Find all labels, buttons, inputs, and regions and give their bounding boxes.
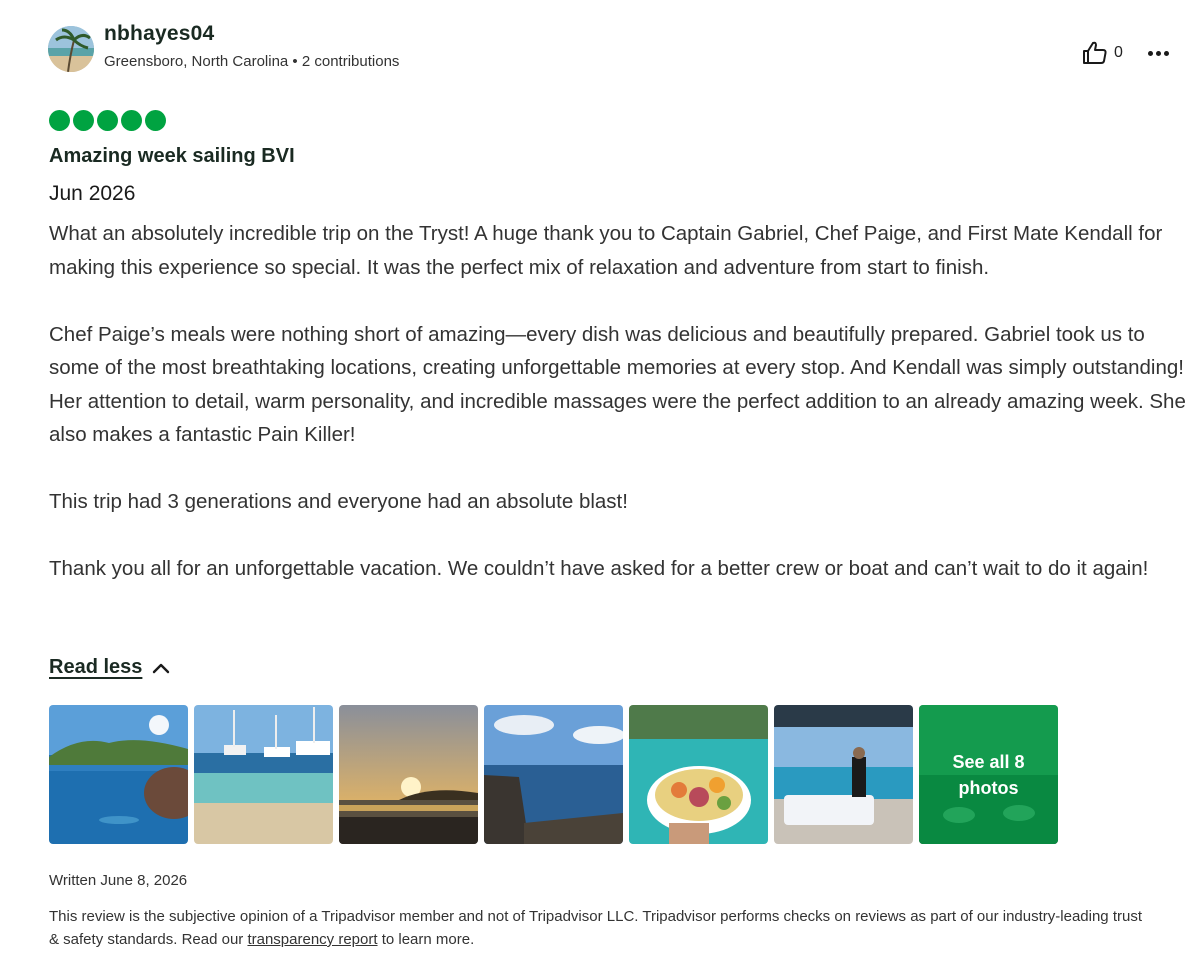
food-bowl-photo[interactable] [629, 705, 768, 844]
written-date: Written June 8, 2026 [49, 872, 188, 889]
visit-date: Jun 2026 [49, 182, 136, 205]
read-less-label: Read less [49, 656, 143, 678]
see-all-photos-label: See all 8 photos [952, 751, 1025, 798]
avatar[interactable] [48, 26, 94, 72]
palm-beach-avatar-icon [48, 26, 94, 72]
more-options-button[interactable] [1144, 42, 1172, 64]
read-less-button[interactable] [49, 656, 170, 679]
author-location: Greensboro, North Carolina [104, 53, 289, 70]
disclaimer-text: This review is the subjective opinion of a Tripadvisor member and not of Tripadvisor LLC. Tripadvisor performs checks on reviews as part of our industry-leading trust & safety standards. Read our [49, 908, 1142, 948]
rating-bubble [121, 110, 142, 131]
island-bay-photo[interactable] [49, 705, 188, 844]
disclaimer-text-end: to learn more. [377, 931, 475, 948]
review-body [49, 217, 1189, 586]
author-meta [104, 53, 399, 70]
more-options-dot [1164, 51, 1169, 56]
photo-strip [49, 705, 1058, 844]
username[interactable]: nbhayes04 [104, 22, 215, 45]
rating-bubbles [49, 110, 166, 131]
thumbs-up-icon [1082, 41, 1108, 65]
review-title: Amazing week sailing BVI [49, 145, 295, 167]
transparency-report-link[interactable]: transparency report [247, 931, 378, 948]
more-options-dot [1156, 51, 1161, 56]
review-paragraph: Thank you all for an unforgettable vacation. We couldn’t have asked for a better crew or boat and can’t wait to do it again! [49, 557, 1149, 580]
author-contributions: 2 contributions [301, 53, 400, 70]
helpful-count: 0 [1114, 44, 1123, 61]
review-paragraph: Chef Paige’s meals were nothing short of amazing—every dish was delicious and beautifully prepared. Gabriel took us to some of the most breathtaking locations, creating unforgettable memories at every stop. And Kendall was simply outstanding! Her attention to detail, warm personality, and incredible massages were the perfect addition to an already amazing week. She also makes a fantastic Pain Killer! [49, 322, 1186, 446]
see-all-overlay [919, 705, 1058, 844]
sunset-photo[interactable] [339, 705, 478, 844]
review-paragraph: This trip had 3 generations and everyone had an absolute blast! [49, 490, 628, 513]
review-disclaimer [49, 905, 1149, 951]
rocky-shore-photo[interactable] [484, 705, 623, 844]
chevron-up-icon [152, 662, 170, 674]
anchored-boats-photo[interactable] [194, 705, 333, 844]
rating-bubble [145, 110, 166, 131]
rating-bubble [97, 110, 118, 131]
rating-bubble [49, 110, 70, 131]
deck-massage-photo[interactable] [774, 705, 913, 844]
see-all-photos-button[interactable] [919, 705, 1058, 844]
more-options-icon [1148, 51, 1153, 56]
rating-bubble [73, 110, 94, 131]
review-paragraph: What an absolutely incredible trip on the Tryst! A huge thank you to Captain Gabriel, Chef Paige, and First Mate Kendall for making this experience so special. It was the perfect mix of relaxation and adventure from start to finish. [49, 222, 1163, 279]
meta-separator: • [288, 53, 302, 70]
helpful-vote-button[interactable] [1082, 40, 1123, 66]
